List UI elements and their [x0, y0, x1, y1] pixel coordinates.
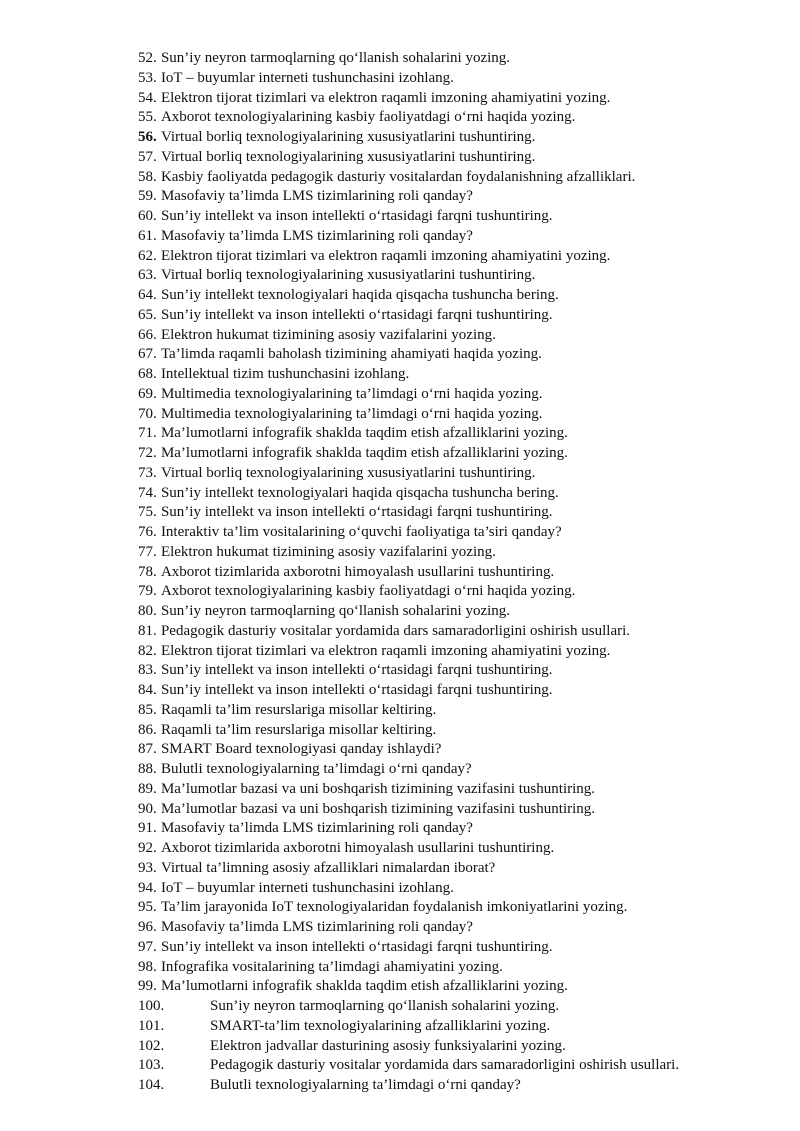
question-item: [138, 582, 768, 602]
question-item: [138, 89, 768, 109]
question-text: Elektron jadvallar dasturining asosiy funksiyalarini yozing.: [210, 1037, 566, 1054]
question-text: Sun’iy neyron tarmoqlarning qo‘llanish sohalarini yozing.: [160, 50, 511, 66]
question-item: [138, 958, 768, 978]
question-text: Sun’iy neyron tarmoqlarning qo‘llanish sohalarini yozing.: [160, 603, 511, 619]
question-text: Axborot tizimlarida axborotni himoyalash usullarini tushuntiring.: [160, 563, 555, 580]
question-number: 69.: [138, 385, 157, 402]
question-number: 75.: [138, 504, 157, 521]
question-number: 84.: [138, 682, 157, 698]
question-text: Kasbiy faoliyatda pedagogik dasturiy vositalardan foydalanishning afzalliklari.: [160, 168, 636, 185]
question-item: [138, 602, 768, 622]
question-number: 104.: [138, 1077, 165, 1093]
question-item: [138, 108, 768, 128]
question-text: Bulutli texnologiyalarning ta’limdagi o‘rni qanday?: [160, 761, 472, 777]
question-number: 72.: [138, 445, 157, 461]
question-item: [138, 740, 768, 760]
question-number: 62.: [138, 247, 157, 264]
question-text: Virtual ta’limning asosiy afzalliklari nimalardan iborat?: [160, 859, 496, 876]
question-item: [138, 444, 768, 464]
question-text: Elektron hukumat tizimining asosiy vazifalarini yozing.: [160, 543, 496, 560]
question-number: 82.: [138, 642, 157, 659]
question-text: Intellektual tizim tushunchasini izohlang.: [160, 366, 410, 382]
question-text: Sun’iy intellekt va inson intellekti o‘rtasidagi farqni tushuntiring.: [160, 208, 553, 224]
question-text: Ma’lumotlar bazasi va uni boshqarish tizimining vazifasini tushuntiring.: [160, 780, 596, 797]
question-item: [138, 1056, 768, 1076]
question-text: Ma’lumotlarni infografik shaklda taqdim etish afzalliklarini yozing.: [160, 445, 568, 461]
question-number: 63.: [138, 267, 157, 284]
question-number: 74.: [138, 484, 157, 501]
question-item: [138, 128, 768, 148]
question-text: Virtual borliq texnologiyalarining xususiyatlarini tushuntiring.: [160, 464, 536, 481]
question-item: [138, 898, 768, 918]
question-item: [138, 49, 768, 69]
question-text: IoT – buyumlar interneti tushunchasini izohlang.: [160, 69, 454, 86]
question-item: [138, 622, 768, 642]
question-number: 99.: [138, 978, 157, 995]
question-list: [138, 49, 768, 1096]
question-number: 101.: [138, 1017, 165, 1034]
question-text: Sun’iy intellekt texnologiyalari haqida qisqacha tushuncha bering.: [160, 484, 559, 501]
question-item: [138, 69, 768, 89]
question-number: 87.: [138, 741, 157, 758]
question-item: [138, 563, 768, 583]
question-number: 95.: [138, 899, 157, 916]
question-number: 79.: [138, 583, 157, 600]
question-text: SMART Board texnologiyasi qanday ishlaydi?: [160, 741, 442, 758]
question-number: 89.: [138, 780, 157, 797]
question-text: Ma’lumotlar bazasi va uni boshqarish tizimining vazifasini tushuntiring.: [160, 800, 596, 817]
question-number: 66.: [138, 326, 157, 343]
question-text: Pedagogik dasturiy vositalar yordamida dars samaradorligini oshirish usullari.: [210, 1057, 680, 1074]
question-item: [138, 701, 768, 721]
question-text: Masofaviy ta’limda LMS tizimlarining roli qanday?: [160, 227, 473, 244]
question-number: 76.: [138, 524, 157, 540]
question-text: Bulutli texnologiyalarning ta’limdagi o‘rni qanday?: [210, 1077, 521, 1093]
question-number: 61.: [138, 227, 157, 244]
question-text: Masofaviy ta’limda LMS tizimlarining roli qanday?: [160, 188, 473, 205]
question-text: SMART-ta’lim texnologiyalarining afzalliklarini yozing.: [210, 1017, 551, 1034]
question-item: [138, 997, 768, 1017]
question-number: 64.: [138, 287, 157, 303]
question-item: [138, 543, 768, 563]
question-text: Sun’iy intellekt va inson intellekti o‘rtasidagi farqni tushuntiring.: [160, 306, 553, 323]
question-item: [138, 681, 768, 701]
question-number: 56.: [138, 129, 157, 145]
question-number: 100.: [138, 998, 165, 1014]
question-number: 92.: [138, 840, 157, 856]
question-number: 86.: [138, 721, 157, 738]
question-item: [138, 977, 768, 997]
question-number: 67.: [138, 346, 157, 363]
question-number: 77.: [138, 543, 157, 560]
question-number: 85.: [138, 701, 157, 718]
question-number: 96.: [138, 919, 157, 935]
question-text: Raqamli ta’lim resurslariga misollar keltiring.: [160, 701, 437, 718]
question-number: 78.: [138, 563, 157, 580]
question-text: Multimedia texnologiyalarining ta’limdagi o‘rni haqida yozing.: [160, 405, 543, 422]
question-text: Sun’iy intellekt va inson intellekti o‘rtasidagi farqni tushuntiring.: [160, 682, 553, 698]
question-text: Elektron tijorat tizimlari va elektron raqamli imzoning ahamiyatini yozing.: [160, 89, 611, 106]
question-text: Masofaviy ta’limda LMS tizimlarining roli qanday?: [160, 919, 473, 935]
question-item: [138, 938, 768, 958]
question-number: 73.: [138, 464, 157, 481]
question-item: [138, 800, 768, 820]
question-item: [138, 365, 768, 385]
question-item: [138, 760, 768, 780]
question-text: Axborot texnologiyalarining kasbiy faoliyatdagi o‘rni haqida yozing.: [160, 109, 576, 126]
question-item: [138, 839, 768, 859]
question-item: [138, 385, 768, 405]
question-number: 103.: [138, 1057, 165, 1074]
question-text: Sun’iy intellekt va inson intellekti o‘rtasidagi farqni tushuntiring.: [160, 504, 553, 521]
question-number: 53.: [138, 69, 157, 86]
question-text: Ma’lumotlarni infografik shaklda taqdim etish afzalliklarini yozing.: [160, 425, 568, 442]
question-number: 102.: [138, 1037, 165, 1054]
question-number: 58.: [138, 168, 157, 185]
question-item: [138, 326, 768, 346]
question-text: Pedagogik dasturiy vositalar yordamida dars samaradorligini oshirish usullari.: [160, 622, 631, 639]
question-text: Sun’iy neyron tarmoqlarning qo‘llanish sohalarini yozing.: [210, 998, 560, 1014]
question-item: [138, 424, 768, 444]
question-text: IoT – buyumlar interneti tushunchasini izohlang.: [160, 879, 454, 896]
question-item: [138, 642, 768, 662]
question-text: Sun’iy intellekt va inson intellekti o‘rtasidagi farqni tushuntiring.: [160, 662, 553, 679]
question-number: 68.: [138, 366, 157, 382]
question-item: [138, 464, 768, 484]
question-item: [138, 1076, 768, 1096]
question-number: 97.: [138, 938, 157, 955]
question-item: [138, 187, 768, 207]
question-number: 98.: [138, 958, 157, 975]
question-text: Axborot tizimlarida axborotni himoyalash usullarini tushuntiring.: [160, 840, 555, 856]
question-item: [138, 859, 768, 879]
question-text: Virtual borliq texnologiyalarining xususiyatlarini tushuntiring.: [160, 129, 536, 145]
question-number: 90.: [138, 800, 157, 817]
question-number: 71.: [138, 425, 157, 442]
question-number: 93.: [138, 859, 157, 876]
question-item: [138, 780, 768, 800]
question-text: Interaktiv ta’lim vositalarining o‘quvchi faoliyatiga ta’siri qanday?: [160, 524, 562, 540]
question-item: [138, 247, 768, 267]
question-item: [138, 266, 768, 286]
question-text: Ta’lim jarayonida IoT texnologiyalaridan foydalanish imkoniyatlarini yozing.: [160, 899, 628, 916]
question-item: [138, 1037, 768, 1057]
question-text: Sun’iy intellekt va inson intellekti o‘rtasidagi farqni tushuntiring.: [160, 938, 553, 955]
question-text: Elektron tijorat tizimlari va elektron raqamli imzoning ahamiyatini yozing.: [160, 247, 611, 264]
question-text: Elektron hukumat tizimining asosiy vazifalarini yozing.: [160, 326, 496, 343]
question-item: [138, 721, 768, 741]
question-number: 81.: [138, 622, 157, 639]
question-number: 83.: [138, 662, 157, 679]
question-item: [138, 227, 768, 247]
question-item: [138, 306, 768, 326]
question-number: 54.: [138, 89, 157, 106]
question-text: Raqamli ta’lim resurslariga misollar keltiring.: [160, 721, 437, 738]
question-item: [138, 148, 768, 168]
question-item: [138, 345, 768, 365]
question-text: Masofaviy ta’limda LMS tizimlarining roli qanday?: [160, 820, 473, 837]
question-text: Axborot texnologiyalarining kasbiy faoliyatdagi o‘rni haqida yozing.: [160, 583, 576, 600]
question-text: Virtual borliq texnologiyalarining xususiyatlarini tushuntiring.: [160, 267, 536, 284]
question-item: [138, 819, 768, 839]
question-text: Ta’limda raqamli baholash tizimining ahamiyati haqida yozing.: [160, 346, 542, 363]
question-text: Virtual borliq texnologiyalarining xususiyatlarini tushuntiring.: [160, 148, 536, 165]
question-number: 88.: [138, 761, 157, 777]
question-item: [138, 503, 768, 523]
question-item: [138, 168, 768, 188]
question-item: [138, 1017, 768, 1037]
question-text: Ma’lumotlarni infografik shaklda taqdim etish afzalliklarini yozing.: [160, 978, 568, 995]
question-number: 65.: [138, 306, 157, 323]
question-item: [138, 484, 768, 504]
question-number: 80.: [138, 603, 157, 619]
question-number: 70.: [138, 405, 157, 422]
question-number: 59.: [138, 188, 157, 205]
question-item: [138, 661, 768, 681]
question-text: Multimedia texnologiyalarining ta’limdagi o‘rni haqida yozing.: [160, 385, 543, 402]
question-number: 94.: [138, 879, 157, 896]
question-text: Sun’iy intellekt texnologiyalari haqida qisqacha tushuncha bering.: [160, 287, 559, 303]
question-item: [138, 879, 768, 899]
question-number: 55.: [138, 109, 157, 126]
question-number: 52.: [138, 50, 157, 66]
question-text: Infografika vositalarining ta’limdagi ahamiyatini yozing.: [160, 958, 503, 975]
question-item: [138, 405, 768, 425]
question-item: [138, 523, 768, 543]
question-number: 91.: [138, 820, 157, 837]
question-item: [138, 286, 768, 306]
question-number: 60.: [138, 208, 157, 224]
question-item: [138, 918, 768, 938]
question-item: [138, 207, 768, 227]
question-text: Elektron tijorat tizimlari va elektron raqamli imzoning ahamiyatini yozing.: [160, 642, 611, 659]
question-number: 57.: [138, 148, 157, 165]
